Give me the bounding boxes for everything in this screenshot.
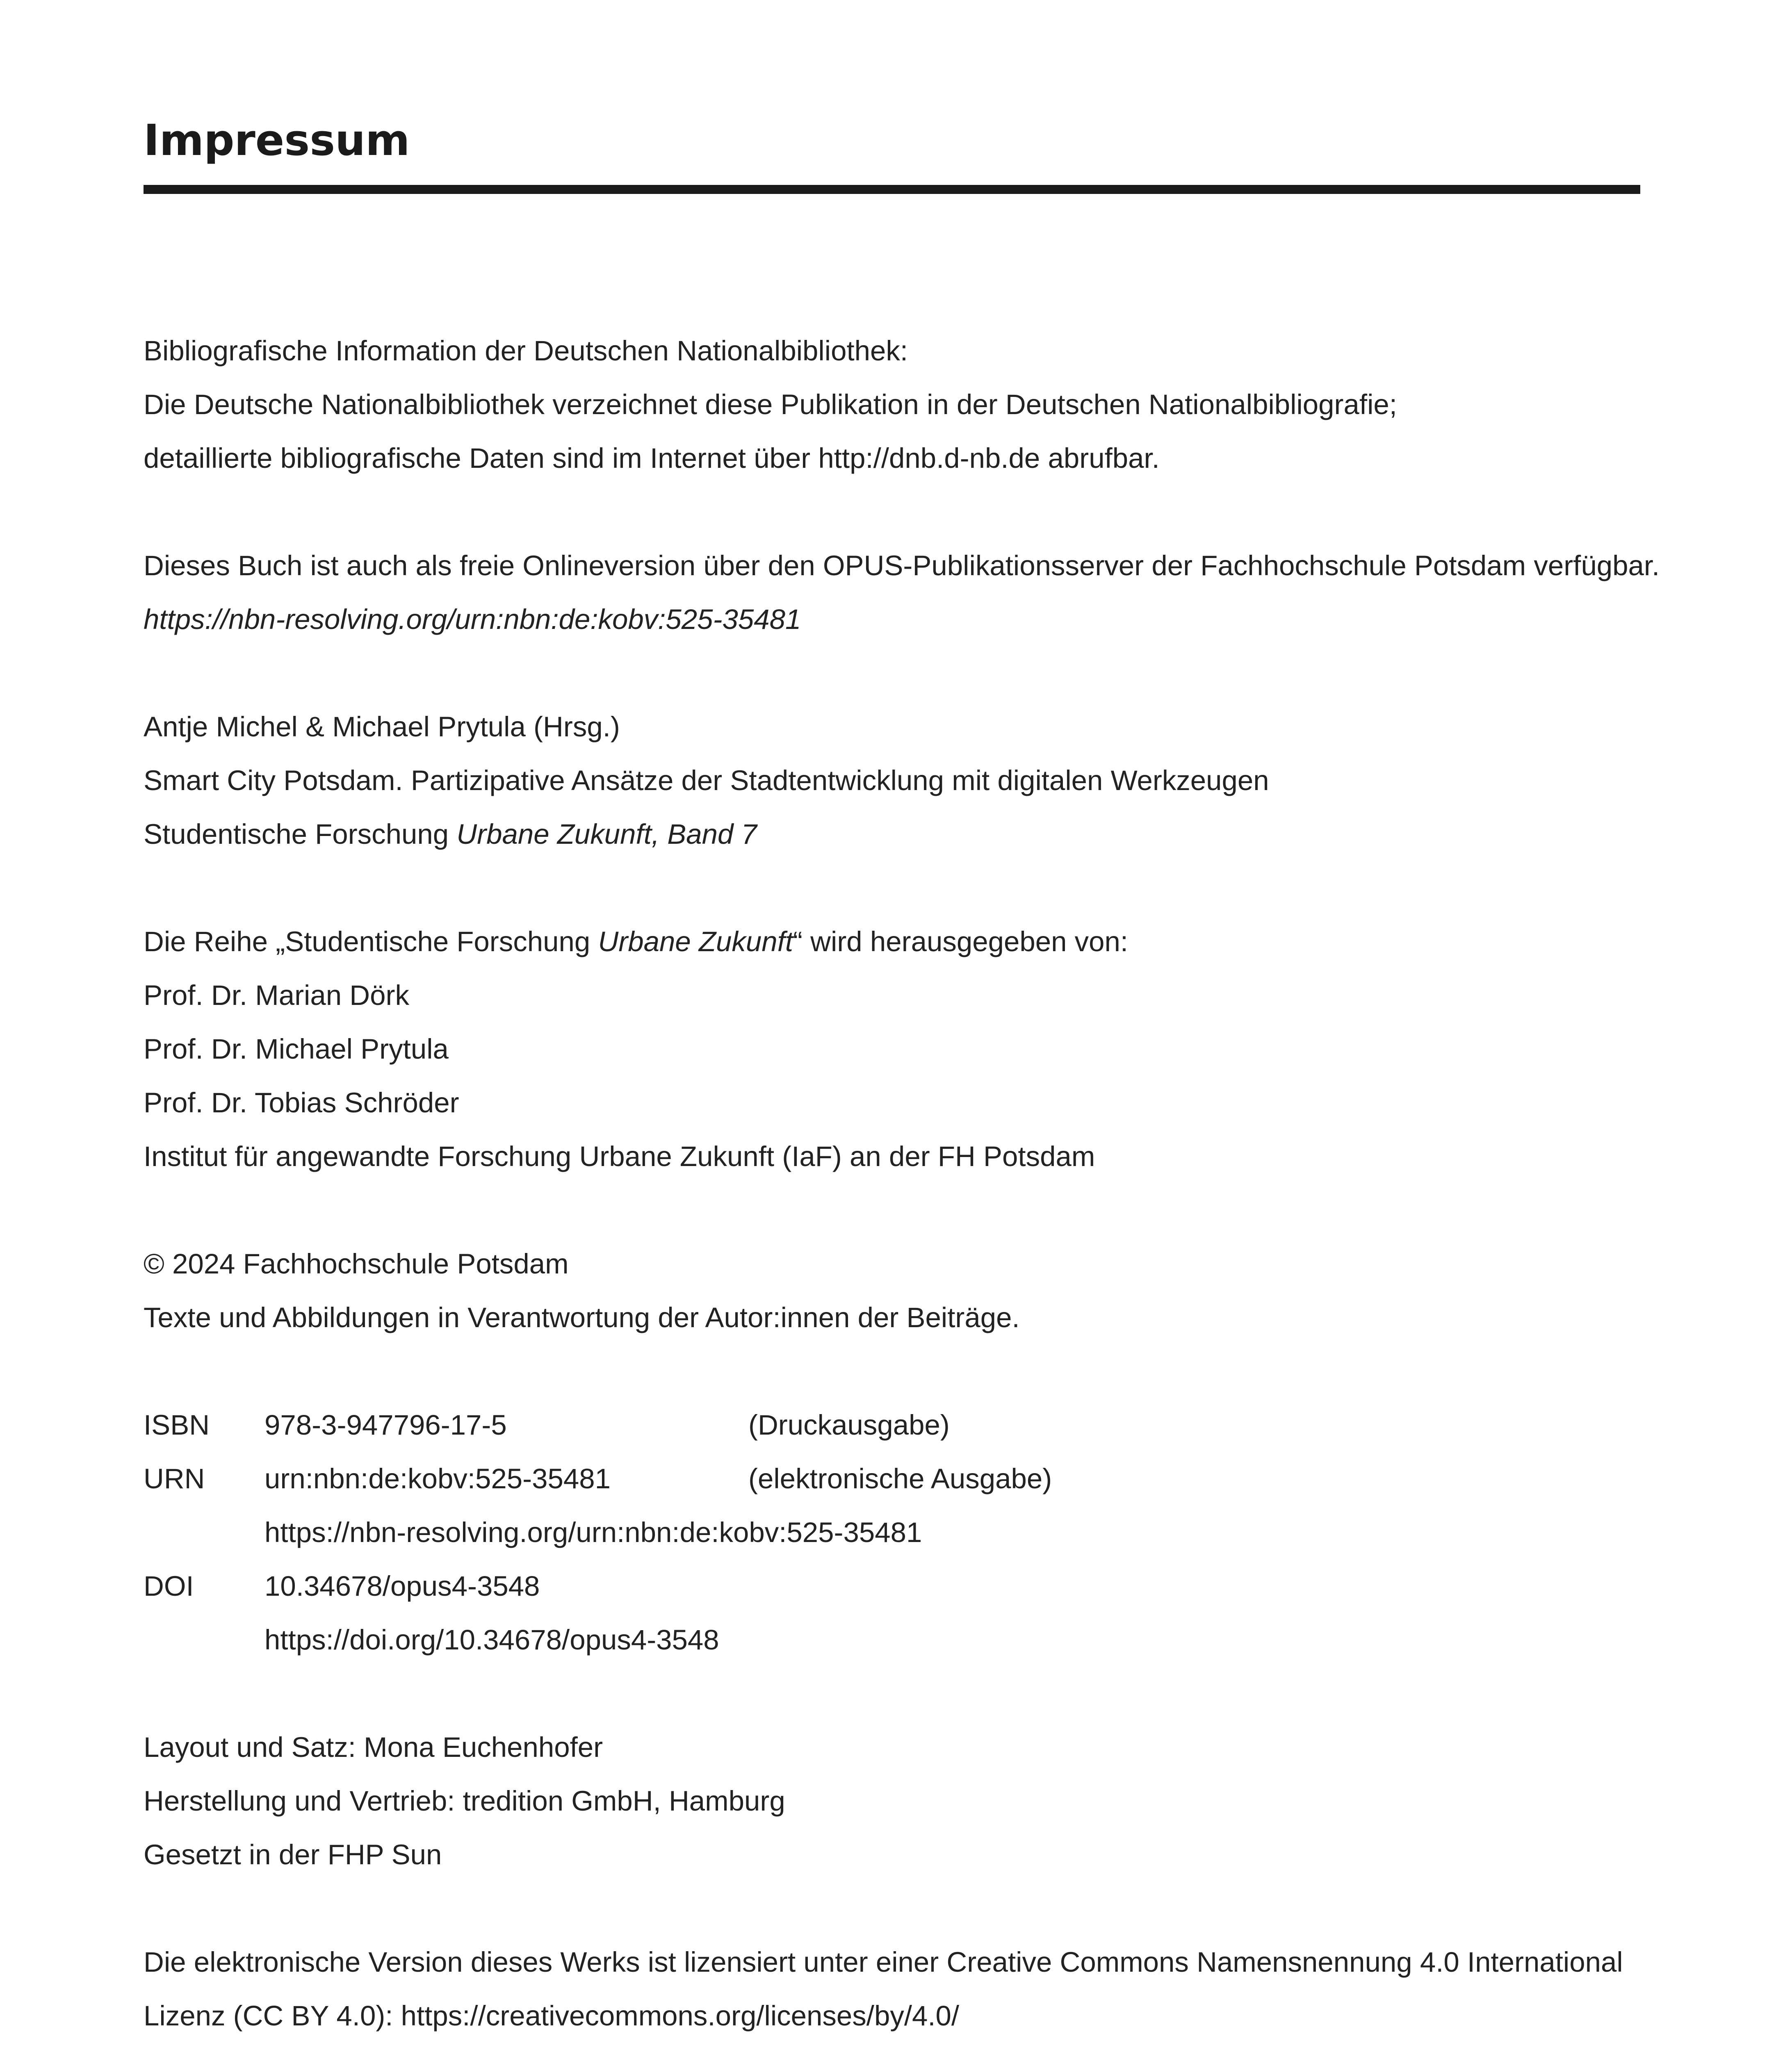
book-series-name: Urbane Zukunft, Band 7: [456, 818, 757, 850]
identifier-row: [144, 1398, 1653, 1452]
identifier-url-link[interactable]: https://nbn-resolving.org/urn:nbn:de:kobv:525-35481: [264, 1517, 922, 1548]
online-url-link[interactable]: https://nbn-resolving.org/urn:nbn:de:kobv:525-35481: [144, 604, 801, 635]
series-intro: [144, 915, 1653, 968]
series-intro-suffix: “ wird herausgegeben von:: [793, 926, 1129, 957]
biblio-line-2: Die Deutsche Nationalbibliothek verzeichnet diese Publikation in der Deutschen Nationalbibliografie;: [144, 389, 1397, 420]
series-intro-prefix: Die Reihe „Studentische Forschung: [144, 926, 598, 957]
online-version-url[interactable]: [144, 592, 1653, 646]
identifier-row: [144, 1613, 1653, 1667]
online-version-text: Dieses Buch ist auch als freie Onlineversion über den OPUS-Publikationsserver der Fachhochschule Potsdam verfügbar.: [144, 550, 1660, 581]
identifier-row: [144, 1559, 1653, 1613]
title-rule: [144, 185, 1640, 194]
imprint-body: [144, 324, 1660, 2043]
series-institute: Institut für angewandte Forschung Urbane Zukunft (IaF) an der FH Potsdam: [144, 1141, 1095, 1172]
production-distribution: Herstellung und Vertrieb: tredition GmbH, Hamburg: [144, 1785, 785, 1817]
book-title: Smart City Potsdam. Partizipative Ansätze der Stadtentwicklung mit digitalen Werkzeugen: [144, 765, 1269, 796]
book-editors: Antje Michel & Michael Prytula (Hrsg.): [144, 711, 620, 743]
identifier-value: 978-3-947796-17-5: [264, 1409, 507, 1441]
book-series: [144, 807, 1653, 861]
copyright-line: © 2024 Fachhochschule Potsdam: [144, 1248, 569, 1280]
identifier-note: (Druckausgabe): [748, 1409, 950, 1441]
license-line-1: Die elektronische Version dieses Werks ist lizensiert unter einer Creative Commons Namensnennung 4.0 International: [144, 1946, 1623, 1978]
biblio-line-3: detaillierte bibliografische Daten sind im Internet über http://dnb.d-nb.de abrufbar.: [144, 442, 1160, 474]
series-editor: Prof. Dr. Tobias Schröder: [144, 1087, 459, 1118]
license-line-2: Lizenz (CC BY 4.0): https://creativecommons.org/licenses/by/4.0/: [144, 2000, 960, 2032]
identifier-label: DOI: [144, 1570, 194, 1602]
book-series-prefix: Studentische Forschung: [144, 818, 457, 850]
identifier-label: ISBN: [144, 1409, 210, 1441]
identifier-row: [144, 1506, 1653, 1559]
series-intro-name: Urbane Zukunft: [598, 926, 793, 957]
identifier-row: [144, 1452, 1653, 1506]
production-font: Gesetzt in der FHP Sun: [144, 1839, 442, 1870]
series-editor: Prof. Dr. Michael Prytula: [144, 1033, 449, 1065]
identifier-note: (elektronische Ausgabe): [748, 1463, 1052, 1494]
series-editor: Prof. Dr. Marian Dörk: [144, 979, 409, 1011]
production-layout: Layout und Satz: Mona Euchenhofer: [144, 1731, 603, 1763]
identifier-url-link[interactable]: https://doi.org/10.34678/opus4-3548: [264, 1624, 719, 1656]
page-title: Impressum: [144, 115, 410, 165]
identifier-value: urn:nbn:de:kobv:525-35481: [264, 1463, 611, 1494]
copyright-responsibility: Texte und Abbildungen in Verantwortung der Autor:innen der Beiträge.: [144, 1302, 1020, 1333]
identifier-label: URN: [144, 1463, 205, 1494]
identifier-value: 10.34678/opus4-3548: [264, 1570, 540, 1602]
biblio-line-1: Bibliografische Information der Deutschen Nationalbibliothek:: [144, 335, 908, 367]
